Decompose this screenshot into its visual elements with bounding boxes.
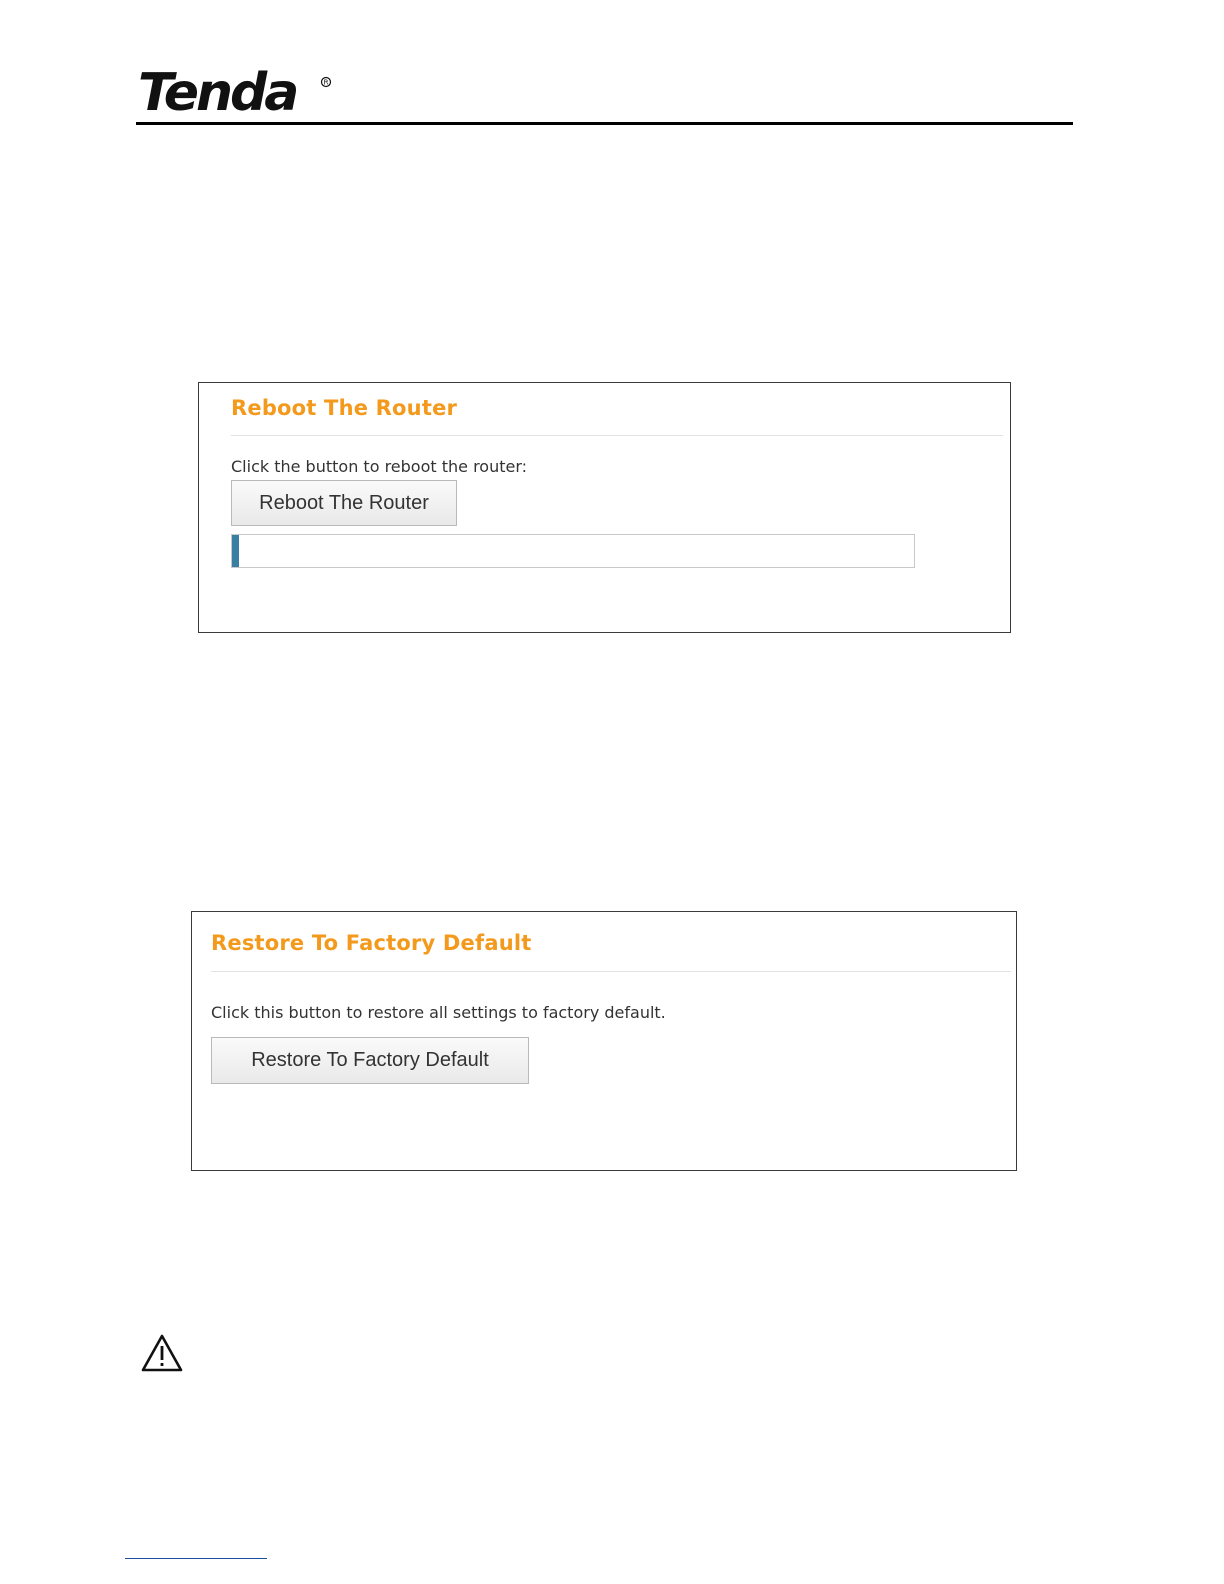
reboot-description: Click the button to reboot the router: — [231, 457, 528, 476]
restore-factory-default-button[interactable]: Restore To Factory Default — [211, 1037, 529, 1084]
svg-text:R: R — [323, 78, 329, 87]
reboot-panel-divider — [231, 435, 1003, 436]
restore-panel-title: Restore To Factory Default — [211, 931, 532, 955]
reboot-progress-bar — [231, 534, 915, 568]
tenda-logo — [138, 66, 334, 114]
svg-text:Tenda: Tenda — [138, 66, 297, 114]
reboot-button[interactable]: Reboot The Router — [231, 480, 457, 526]
restore-panel — [191, 911, 1017, 1171]
header-divider — [136, 122, 1073, 125]
warning-icon — [140, 1333, 184, 1373]
footer-link-underline[interactable] — [125, 1558, 267, 1559]
restore-panel-divider — [211, 971, 1011, 972]
reboot-panel-title: Reboot The Router — [231, 396, 458, 420]
restore-description: Click this button to restore all settings to factory default. — [211, 1003, 666, 1022]
reboot-panel — [198, 382, 1011, 633]
reboot-progress-fill — [232, 535, 239, 567]
